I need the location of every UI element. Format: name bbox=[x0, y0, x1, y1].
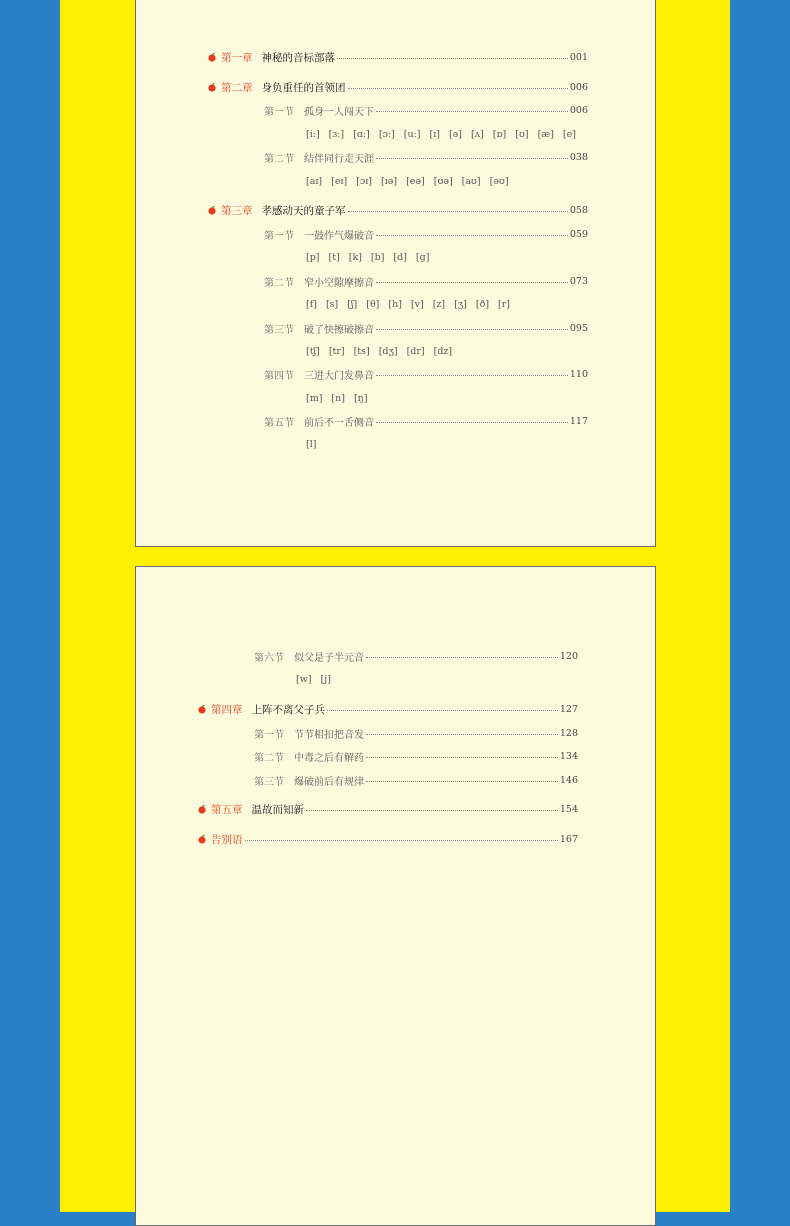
apple-icon bbox=[197, 834, 207, 844]
page-number: 059 bbox=[569, 228, 588, 240]
section-entry[interactable] bbox=[264, 413, 588, 429]
phonetic-symbol: [n] bbox=[331, 392, 345, 404]
apple-icon bbox=[207, 82, 217, 92]
page-number: 110 bbox=[569, 368, 588, 380]
section-number: 第五节 bbox=[264, 417, 294, 429]
phonetic-symbol: [l] bbox=[306, 438, 317, 450]
page-number: 134 bbox=[559, 750, 578, 762]
page-number: 154 bbox=[559, 803, 578, 815]
section-title: 三进大门发鼻音 bbox=[304, 370, 374, 382]
leader-dots bbox=[337, 58, 568, 59]
leader-dots bbox=[376, 282, 568, 283]
leader-dots bbox=[306, 810, 558, 811]
phonetic-symbol: [ʌ] bbox=[470, 128, 484, 140]
phonetic-symbols-list bbox=[306, 390, 376, 406]
phonetic-symbols-list bbox=[306, 249, 438, 265]
page-number: 146 bbox=[559, 774, 578, 786]
phonetic-symbol: [tr] bbox=[328, 345, 345, 357]
section-title: 似父是子半元音 bbox=[294, 652, 364, 664]
phonetic-symbol: [j] bbox=[320, 673, 331, 685]
phonetic-symbol: [r] bbox=[498, 298, 510, 310]
farewell-entry[interactable] bbox=[197, 831, 578, 847]
leader-dots bbox=[348, 211, 568, 212]
section-number: 第四节 bbox=[264, 370, 294, 382]
chapter-5-entry[interactable] bbox=[197, 801, 578, 817]
phonetic-symbol: [aɪ] bbox=[306, 175, 323, 187]
apple-icon bbox=[197, 704, 207, 714]
leader-dots bbox=[245, 840, 558, 841]
phonetic-symbol: [m] bbox=[306, 392, 323, 404]
phonetic-symbol: [ʊ] bbox=[515, 128, 529, 140]
leader-dots bbox=[376, 329, 568, 330]
page-number: 127 bbox=[559, 703, 578, 715]
section-title: 孤身一人闯天下 bbox=[304, 106, 374, 118]
chapter-4-entry[interactable] bbox=[197, 701, 578, 717]
phonetic-symbol: [v] bbox=[410, 298, 424, 310]
toc-page-2 bbox=[135, 566, 656, 1226]
section-title: 窄小空隙摩擦音 bbox=[304, 277, 374, 289]
page-number: 001 bbox=[569, 51, 588, 63]
phonetic-symbol: [ʒ] bbox=[454, 298, 467, 310]
leader-dots bbox=[376, 422, 568, 423]
phonetic-symbol: [s] bbox=[325, 298, 339, 310]
chapter-1-entry[interactable] bbox=[207, 49, 588, 65]
page-number: 095 bbox=[569, 322, 588, 334]
phonetic-symbol: [dʒ] bbox=[378, 345, 398, 357]
apple-icon bbox=[207, 205, 217, 215]
leader-dots bbox=[366, 781, 558, 782]
phonetic-symbol: [e] bbox=[562, 128, 576, 140]
phonetic-symbol: [ɪ] bbox=[429, 128, 440, 140]
chapter-number: 第四章 bbox=[211, 703, 243, 716]
leader-dots bbox=[366, 734, 558, 735]
phonetic-symbol: [b] bbox=[370, 251, 385, 263]
phonetic-symbol: [ð] bbox=[475, 298, 490, 310]
phonetic-symbol: [ɪə] bbox=[380, 175, 398, 187]
page-number: 006 bbox=[569, 81, 588, 93]
leader-dots bbox=[366, 757, 558, 758]
phonetic-symbol: [ɜː] bbox=[328, 128, 345, 140]
phonetic-symbols-list bbox=[306, 343, 461, 359]
section-number: 第三节 bbox=[254, 776, 284, 788]
page-number: 073 bbox=[569, 275, 588, 287]
section-title: 前后不一舌侧音 bbox=[304, 417, 374, 429]
phonetic-symbol: [eə] bbox=[406, 175, 425, 187]
phonetic-symbols-list bbox=[306, 173, 518, 189]
chapter-title: 温故而知新 bbox=[251, 803, 304, 816]
chapter-title: 孝感动天的童子军 bbox=[261, 204, 346, 217]
section-entry[interactable] bbox=[264, 320, 588, 336]
page-number: 058 bbox=[569, 204, 588, 216]
phonetic-symbol: [ɔː] bbox=[378, 128, 395, 140]
leader-dots bbox=[376, 235, 568, 236]
phonetic-symbols-list bbox=[306, 126, 585, 142]
phonetic-symbol: [iː] bbox=[306, 128, 320, 140]
page-number: 120 bbox=[559, 650, 578, 662]
page-number: 128 bbox=[559, 727, 578, 739]
section-title: 结伴同行走天涯 bbox=[304, 153, 374, 165]
phonetic-symbol: [k] bbox=[348, 251, 362, 263]
phonetic-symbol: [ə] bbox=[448, 128, 462, 140]
phonetic-symbol: [ts] bbox=[353, 345, 370, 357]
phonetic-symbol: [dz] bbox=[433, 345, 453, 357]
phonetic-symbol: [ʊə] bbox=[433, 175, 453, 187]
section-title: 中毒之后有解药 bbox=[294, 752, 364, 764]
phonetic-symbol: [uː] bbox=[403, 128, 421, 140]
phonetic-symbol: [w] bbox=[296, 673, 312, 685]
section-entry[interactable] bbox=[254, 725, 578, 741]
section-number: 第三节 bbox=[264, 324, 294, 336]
page-number: 006 bbox=[569, 104, 588, 116]
phonetic-symbol: [t] bbox=[328, 251, 340, 263]
apple-icon bbox=[207, 52, 217, 62]
section-number: 第二节 bbox=[264, 153, 294, 165]
phonetic-symbols-list bbox=[296, 671, 340, 687]
chapter-2-entry[interactable] bbox=[207, 79, 588, 95]
section-number: 第二节 bbox=[254, 752, 284, 764]
section-title: 破了快擦破擦音 bbox=[304, 324, 374, 336]
leader-dots bbox=[366, 657, 558, 658]
phonetic-symbol: [ʃ] bbox=[347, 298, 358, 310]
section-entry[interactable] bbox=[264, 149, 588, 165]
phonetic-symbol: [p] bbox=[306, 251, 320, 263]
chapter-title: 神秘的音标部落 bbox=[261, 51, 335, 64]
phonetic-symbol: [d] bbox=[393, 251, 407, 263]
leader-dots bbox=[376, 111, 568, 112]
section-title: 爆破前后有规律 bbox=[294, 776, 364, 788]
section-entry[interactable] bbox=[264, 273, 588, 289]
phonetic-symbol: [h] bbox=[388, 298, 402, 310]
phonetic-symbols-list bbox=[306, 296, 519, 312]
phonetic-symbol: [ɑː] bbox=[353, 128, 370, 140]
phonetic-symbol: [θ] bbox=[366, 298, 380, 310]
page-number: 117 bbox=[569, 415, 588, 427]
phonetic-symbol: [ŋ] bbox=[353, 392, 368, 404]
phonetic-symbol: [f] bbox=[306, 298, 317, 310]
section-number: 第一节 bbox=[264, 106, 294, 118]
section-number: 第六节 bbox=[254, 652, 284, 664]
phonetic-symbols-list bbox=[306, 436, 325, 452]
phonetic-symbol: [g] bbox=[415, 251, 430, 263]
chapter-title: 上阵不离父子兵 bbox=[251, 703, 325, 716]
phonetic-symbol: [aʊ] bbox=[461, 175, 481, 187]
section-title: 一鼓作气爆破音 bbox=[304, 230, 374, 242]
phonetic-symbol: [æ] bbox=[537, 128, 554, 140]
page-number: 167 bbox=[559, 833, 578, 845]
phonetic-symbol: [z] bbox=[432, 298, 446, 310]
phonetic-symbol: [dr] bbox=[406, 345, 425, 357]
leader-dots bbox=[348, 88, 568, 89]
chapter-number: 第一章 bbox=[221, 51, 253, 64]
chapter-number: 第五章 bbox=[211, 803, 243, 816]
section-entry[interactable] bbox=[264, 366, 588, 382]
chapter-number: 第三章 bbox=[221, 204, 253, 217]
section-entry[interactable] bbox=[264, 102, 588, 118]
apple-icon bbox=[197, 804, 207, 814]
leader-dots bbox=[376, 158, 568, 159]
section-entry[interactable] bbox=[254, 648, 578, 664]
section-entry[interactable] bbox=[254, 772, 578, 788]
chapter-3-entry[interactable] bbox=[207, 202, 588, 218]
section-entry[interactable] bbox=[264, 226, 588, 242]
phonetic-symbol: [ɒ] bbox=[492, 128, 507, 140]
phonetic-symbol: [əʊ] bbox=[489, 175, 509, 187]
section-number: 第一节 bbox=[264, 230, 294, 242]
section-number: 第二节 bbox=[264, 277, 294, 289]
chapter-number: 第二章 bbox=[221, 81, 253, 94]
phonetic-symbol: [tʃ] bbox=[306, 345, 320, 357]
leader-dots bbox=[327, 710, 558, 711]
section-title: 节节相扣把音发 bbox=[294, 729, 364, 741]
leader-dots bbox=[376, 375, 568, 376]
phonetic-symbol: [eɪ] bbox=[331, 175, 348, 187]
chapter-title: 身负重任的首领团 bbox=[261, 81, 346, 94]
section-number: 第一节 bbox=[254, 729, 284, 741]
section-entry[interactable] bbox=[254, 748, 578, 764]
page-number: 038 bbox=[569, 151, 588, 163]
phonetic-symbol: [ɔɪ] bbox=[356, 175, 372, 187]
farewell-title: 告别语 bbox=[211, 833, 243, 846]
